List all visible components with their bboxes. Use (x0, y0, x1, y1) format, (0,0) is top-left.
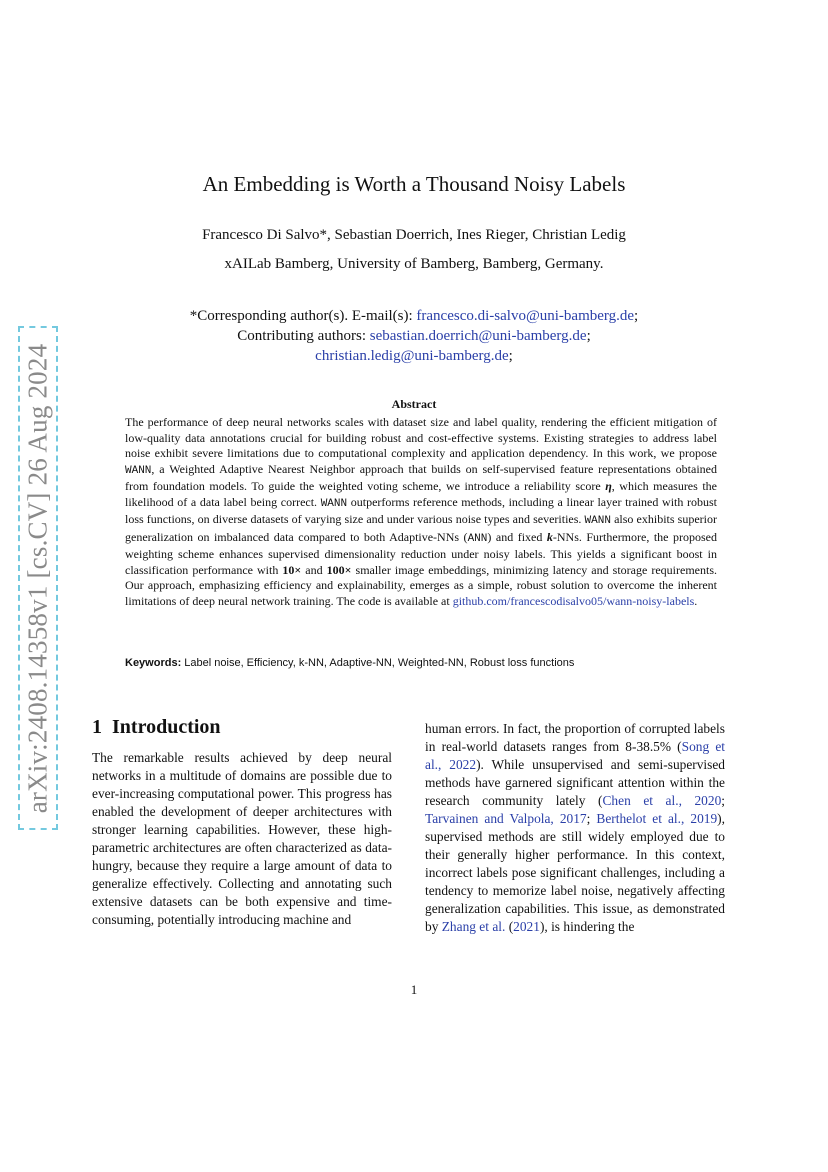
intro-text: human errors. In fact, the proportion of corrupted labels in real-world datasets ranges from 8-38.5% ( (425, 721, 725, 754)
intro-text: ; (586, 811, 597, 826)
abstract-body (125, 415, 717, 609)
intro-text: ), supervised methods are still widely employed due to their generally higher performance. In this context, incorrect labels pose significant challenges, including a tendency to memorize label noise, negatively affecting generalization capabilities. This issue, as demonstrated by (425, 811, 725, 934)
page-number: 1 (410, 982, 418, 997)
ten-x: 10× (282, 562, 302, 577)
abstract-text: , which measures the likelihood of a data label being correct. (125, 479, 717, 509)
contributing-line-2 (92, 346, 736, 366)
abstract-text: and (301, 562, 327, 577)
author-list: Francesco Di Salvo*, Sebastian Doerrich, Ines Rieger, Christian Ledig (202, 227, 626, 243)
corresponding-prefix: *Corresponding author(s). E-mail(s): (189, 308, 417, 324)
citation-tarvainen[interactable]: Tarvainen and Valpola, 2017 (425, 811, 587, 826)
section-number: 1 (92, 716, 102, 738)
abstract-text: . (694, 593, 698, 608)
sep: ; (508, 348, 513, 364)
abstract-heading: Abstract (391, 397, 437, 411)
arxiv-sidebar (18, 326, 58, 830)
citation-zhang-year[interactable]: 2021 (513, 919, 540, 934)
corresponding-line (92, 306, 736, 326)
wann-term: WANN (584, 515, 611, 527)
intro-right-column (425, 720, 725, 936)
k-symbol: k (546, 529, 553, 544)
hundred-x: 100× (326, 562, 352, 577)
eta-symbol: η (605, 479, 612, 493)
citation-song[interactable]: Song et al., 2022 (425, 739, 726, 772)
arxiv-identifier: arXiv:2408.14358v1 [cs.CV] 26 Aug 2024 (22, 343, 53, 813)
abstract-text: The performance of deep neural networks scales with dataset size and label quality, rendering the efficient mitigation of low-quality data annotations crucial for building robust and cost-effective systems. Existing strategies to address label noise exhibit severe limitations due to computational complexity and application dependency. In this work, we propose (125, 415, 717, 460)
keywords-line (125, 657, 717, 669)
corresponding-email-link[interactable]: francesco.di-salvo@uni-bamberg.de (416, 308, 635, 324)
citation-zhang[interactable]: Zhang et al. (441, 919, 506, 934)
keywords-text: Label noise, Efficiency, k-NN, Adaptive-NN, Weighted-NN, Robust loss functions (181, 657, 575, 669)
wann-term: WANN (125, 464, 152, 477)
code-repo-link[interactable]: github.com/francescodisalvo05/wann-noisy-labels (452, 593, 695, 608)
intro-text: ). While unsupervised and semi-supervised methods have garnered significant attention within the research community lately ( (425, 757, 725, 808)
intro-text: ( (505, 919, 514, 934)
section-heading (92, 716, 221, 739)
sep: ; (586, 328, 591, 344)
contributing-line (92, 326, 736, 346)
intro-text: ; (721, 793, 725, 808)
affiliation: xAILab Bamberg, University of Bamberg, Bamberg, Germany. (224, 256, 604, 272)
abstract-text: ) and fixed (487, 529, 547, 544)
ann-term: ANN (467, 532, 488, 545)
abstract-text: -NNs. Furthermore, the proposed weighting scheme enhances supervised dimensionality reduction under noisy labels. This yields a significant boost in classification performance with (125, 529, 717, 577)
citation-chen[interactable]: Chen et al., 2020 (602, 793, 722, 808)
section-title: Introduction (112, 716, 221, 738)
keywords-label: Keywords: (125, 657, 182, 669)
paper-title: An Embedding is Worth a Thousand Noisy Labels (202, 172, 626, 196)
contact-block (92, 306, 736, 366)
wann-term: WANN (320, 497, 348, 510)
abstract-text: , a Weighted Adaptive Nearest Neighbor approach that builds on self-supervised feature representations obtained from foundation models. To guide the weighted voting scheme, we introduce a reliability score (125, 461, 717, 493)
contrib-email-link-1[interactable]: sebastian.doerrich@uni-bamberg.de (369, 328, 587, 344)
abstract-text: also exhibits superior generalization on imbalanced data compared to both Adaptive-NNs ( (125, 512, 717, 544)
intro-left-column: The remarkable results achieved by deep neural networks in a multitude of domains are possible due to ever-increasing computational power. This progress has enabled the development of deeper architectures with stronger learning capabilities. However, these high-parametric architectures are often characterized as data-hungry, because they require a large amount of data to generalize effectively. Collecting and annotating such extensive datasets can be both expensive and time-consuming, potentially introducing machine and (92, 750, 392, 927)
contrib-email-link-2[interactable]: christian.ledig@uni-bamberg.de (315, 348, 509, 364)
contrib-prefix: Contributing authors: (237, 328, 370, 344)
sep: ; (634, 308, 639, 324)
citation-berthelot[interactable]: Berthelot et al., 2019 (596, 811, 718, 826)
abstract-text: outperforms reference methods, including a linear layer trained with robust loss functions, on diverse datasets of varying size and under various noise types and severities. (125, 494, 717, 526)
abstract-text: smaller image embeddings, minimizing latency and storage requirements. Our approach, emphasizing efficiency and explainability, emerges as a simple, robust solution to overcome the inherent limitations of deep neural network training. The code is available at (125, 562, 718, 608)
intro-text: ), is hindering the (539, 919, 635, 934)
